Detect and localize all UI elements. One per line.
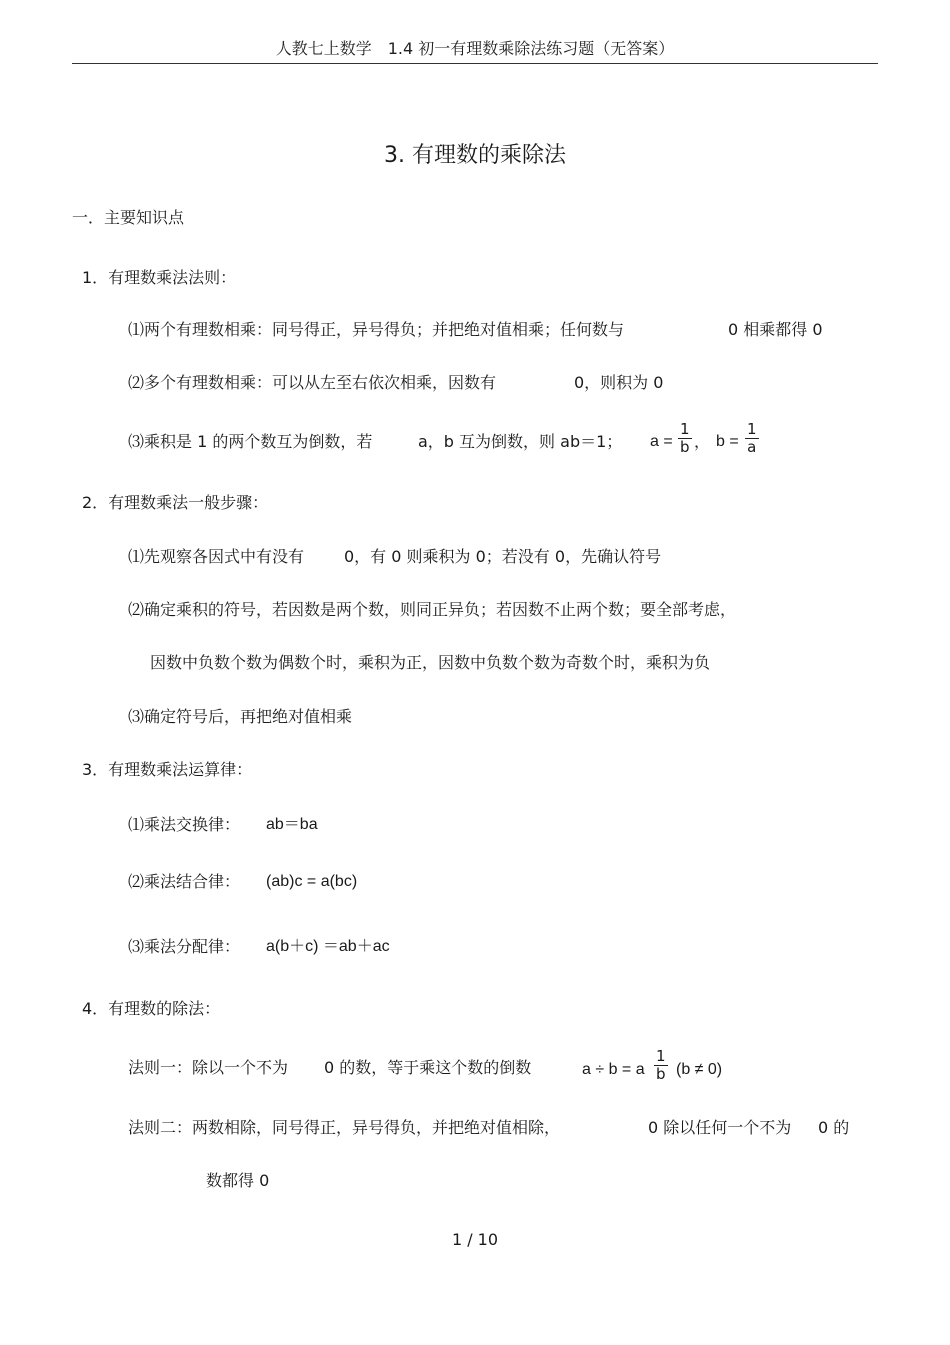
division-rule-1: 法则一：除以一个不为 xyxy=(128,1058,289,1077)
item-1-line-3: ⑶乘积是 1 的两个数互为倒数，若 xyxy=(128,432,373,451)
item-1-line-1: ⑴两个有理数相乘：同号得正，异号得负；并把绝对值相乘；任何数与 xyxy=(128,320,625,339)
division-formula-condition: (b ≠ 0) xyxy=(676,1061,723,1078)
item-2-line-2: ⑵确定乘积的符号，若因数是两个数，则同正异负；若因数不止两个数；要全部考虑， xyxy=(128,600,737,619)
page-number: 1 / 10 xyxy=(451,1230,499,1249)
commutative-law-formula: ab＝ba xyxy=(266,816,318,833)
section-heading: 一．主要知识点 xyxy=(72,208,185,227)
associative-law-formula: (ab)c = a(bc) xyxy=(266,873,358,890)
division-rule-2: 法则二：两数相除，同号得正，异号得负，并把绝对值相除， xyxy=(128,1118,561,1137)
division-rule-2-cont: 数都得 0 xyxy=(206,1171,270,1190)
division-formula-fraction xyxy=(652,1048,670,1083)
item-1-line-2b: 0，则积为 0 xyxy=(574,373,664,392)
item-1-line-3b: a，b 互为倒数，则 ab＝1； xyxy=(418,432,623,451)
item-2-heading: 2．有理数乘法一般步骤： xyxy=(82,493,269,512)
fraction-denominator: b xyxy=(656,1065,666,1083)
item-2-line-1b: 0，有 0 则乘积为 0；若没有 0，先确认符号 xyxy=(344,547,662,566)
distributive-law-formula: a(b＋c) ＝ab＋ac xyxy=(266,938,390,955)
commutative-law-label: ⑴乘法交换律： xyxy=(128,815,241,834)
header-rule xyxy=(72,63,878,64)
fraction-numerator: 1 xyxy=(747,420,757,438)
item-2-line-1: ⑴先观察各因式中有没有 xyxy=(128,547,305,566)
division-rule-2c: 0 的 xyxy=(818,1118,850,1137)
item-1-line-2: ⑵多个有理数相乘：可以从左至右依次相乘，因数有 xyxy=(128,373,497,392)
item-2-line-3: 因数中负数个数为偶数个时，乘积为正，因数中负数个数为奇数个时，乘积为负 xyxy=(150,653,711,672)
reciprocal-b-fraction xyxy=(743,421,761,456)
item-2-line-4: ⑶确定符号后，再把绝对值相乘 xyxy=(128,707,353,726)
distributive-law-label: ⑶乘法分配律： xyxy=(128,937,241,956)
item-3-heading: 3．有理数乘法运算律： xyxy=(82,760,253,779)
item-1-line-1b: 0 相乘都得 0 xyxy=(728,320,823,339)
page-title: 3. 有理数的乘除法 xyxy=(384,143,566,168)
associative-law-label: ⑵乘法结合律： xyxy=(128,872,241,891)
item-1-heading: 1．有理数乘法法则： xyxy=(82,268,237,287)
fraction-denominator: b xyxy=(680,438,690,456)
division-rule-2b: 0 除以任何一个不为 xyxy=(648,1118,792,1137)
fraction-numerator: 1 xyxy=(656,1047,666,1065)
fraction-numerator: 1 xyxy=(680,420,690,438)
fraction-denominator: a xyxy=(747,438,757,456)
division-rule-1b: 0 的数，等于乘这个数的倒数 xyxy=(324,1058,532,1077)
reciprocal-a-fraction xyxy=(676,421,694,456)
reciprocal-a-label: a = xyxy=(650,433,673,450)
fraction-separator: ， xyxy=(694,432,711,451)
reciprocal-b-label: b = xyxy=(716,433,739,450)
division-formula-lhs: a ÷ b = a xyxy=(582,1061,645,1078)
item-4-heading: 4．有理数的除法： xyxy=(82,999,221,1018)
page-header: 人教七上数学 1.4 初一有理数乘除法练习题（无答案） xyxy=(275,39,675,58)
